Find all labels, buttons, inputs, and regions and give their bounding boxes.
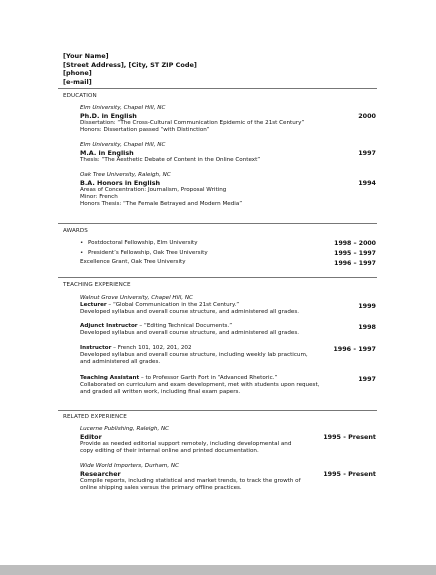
role: Researcher [80,470,121,478]
detail-line: and graded all written work, including final exam papers. [80,389,241,396]
award-item [80,259,376,266]
education-rule [58,88,377,89]
role-detail: – “Global Communication in the 21st Century.” [106,302,240,308]
year: 1997 [358,149,376,157]
detail-line: Developed syllabus and overall course structure, including weekly lab practicum, [80,352,308,359]
degree: M.A. in English [80,149,134,157]
year: 1995 - Present [323,433,376,441]
related-entry [80,426,376,455]
award-year: 1995 – 1997 [334,250,376,257]
teaching-entry [80,345,376,367]
page-bottom-edge [0,565,436,575]
awards-rule [58,223,377,224]
detail-line: Collaborated on curriculum and exam development, met with students upon request, [80,382,320,389]
detail-line: Minor: French [80,194,118,201]
institution: Walnut Grove University, Chapel Hill, NC [80,295,193,301]
year: 1999 [358,302,376,310]
year: 1994 [358,179,376,187]
role-detail: – to Professor Garth Fort in “Advanced Rhetoric.” [139,375,278,381]
institution: Lucerne Publishing, Raleigh, NC [80,426,170,432]
year: 2000 [358,112,376,120]
education-heading: EDUCATION [63,93,97,99]
related-rule [58,410,377,411]
detail-line: copy editing of their internal online and printed documentation. [80,448,259,455]
award-year: 1998 – 2000 [334,240,376,247]
year: 1995 - Present [323,470,376,478]
award-item [80,250,376,257]
role: Adjunct Instructor [80,323,138,329]
bullet-icon: • [80,240,84,246]
teaching-entry [80,323,376,337]
education-entry [80,105,376,134]
teaching-entry [80,375,376,397]
award-text: Postdoctoral Fellowship, Elm University [88,240,198,246]
detail-line: and administered all grades. [80,359,161,366]
teaching-rule [58,277,377,278]
role: Lecturer [80,302,107,308]
year: 1997 [358,375,376,383]
detail-line: Honors Thesis: “The Female Betrayed and Modern Media” [80,201,243,208]
award-year: 1996 – 1997 [334,260,376,267]
institution: Oak Tree University, Raleigh, NC [80,172,171,178]
award-text: President’s Fellowship, Oak Tree University [88,250,208,256]
education-entry [80,142,376,164]
detail-line: Developed syllabus and overall course structure, and administered all grades. [80,309,300,316]
address: [Street Address], [City, ST ZIP Code] [63,60,197,69]
phone: [phone] [63,69,92,78]
detail-line: Dissertation: “The Cross-Cultural Communication Epidemic of the 21st Century” [80,120,305,126]
name: [Your Name] [63,52,109,60]
role-detail: – “Editing Technical Documents.” [137,323,233,329]
education-entry [80,172,376,209]
related-entry [80,463,376,492]
detail-line: Honors: Dissertation passed “with Distinction” [80,127,210,134]
year: 1996 - 1997 [333,345,376,353]
detail-line: online shipping sales versus the primary offline practices. [80,485,242,492]
bullet-icon: • [80,250,84,256]
role: Editor [80,433,102,441]
degree: B.A. Honors in English [80,179,161,187]
award-text: Excellence Grant, Oak Tree University [80,259,186,265]
detail-line: Areas of Concentration: Journalism, Proposal Writing [80,187,227,193]
degree: Ph.D. in English [80,112,137,120]
award-item [80,240,376,247]
teaching-heading: TEACHING EXPERIENCE [63,282,131,288]
year: 1998 [358,323,376,331]
institution: Elm University, Chapel Hill, NC [80,142,166,148]
detail-line: Provide as needed editorial support remotely, including developmental and [80,441,292,447]
related-heading: RELATED EXPERIENCE [63,414,127,420]
role: Instructor [80,345,112,351]
detail-line: Thesis: “The Aesthetic Debate of Content in the Online Context” [80,157,261,163]
awards-heading: AWARDS [63,228,88,234]
role-detail: – French 101, 102, 201, 202 [111,345,192,351]
contact-header [63,52,263,86]
email: [e-mail] [63,77,92,86]
institution: Elm University, Chapel Hill, NC [80,105,166,111]
detail-line: Compile reports, including statistical and market trends, to track the growth of [80,478,301,484]
teaching-entry [80,295,376,316]
detail-line: Developed syllabus and overall course structure, and administered all grades. [80,330,300,337]
role: Teaching Assistant [80,375,140,381]
institution: Wide World Importers, Durham, NC [80,463,179,469]
